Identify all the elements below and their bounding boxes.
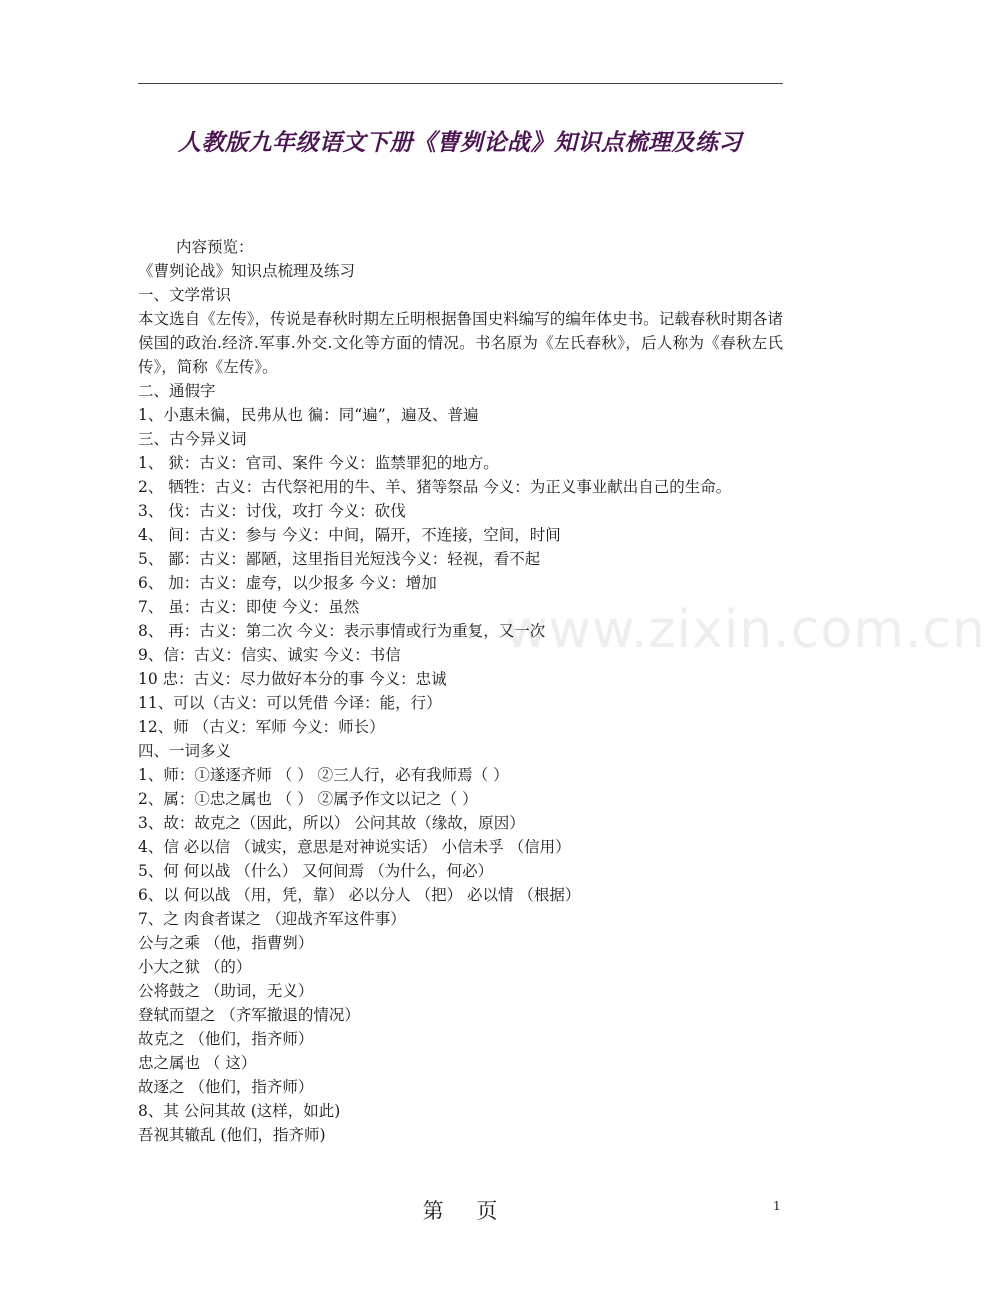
footer-page-label: 第 页 [422, 1199, 498, 1223]
document-title: 人教版九年级语文下册《曹刿论战》知识点梳理及练习 [178, 130, 742, 156]
list-item: 9、信：古义：信实、诚实 今义：书信 [138, 646, 401, 664]
list-item: 3、故：故克之（因此，所以） 公问其故（缘故，原因） [138, 814, 525, 832]
list-item: 吾视其辙乱 (他们，指齐师) [138, 1126, 326, 1144]
list-item: 公将鼓之 （助词，无义） [138, 982, 314, 1000]
list-item: 6、以 何以战 （用，凭，靠） 必以分人 （把） 必以情 （根据） [138, 886, 581, 904]
list-item: 故逐之 （他们，指齐师） [138, 1078, 314, 1096]
document-subtitle: 《曹刿论战》知识点梳理及练习 [138, 262, 356, 280]
list-item: 2、 牺牲：古义：古代祭祀用的牛、羊、猪等祭品 今义：为正义事业献出自己的生命。 [138, 478, 732, 496]
section-heading-literary: 一、文学常识 [138, 286, 232, 304]
list-item: 11、可以（古义：可以凭借 今译：能，行） [138, 694, 442, 712]
list-item: 1、 狱：古义：官司、案件 今义：监禁罪犯的地方。 [138, 454, 499, 472]
list-item: 7、 虽：古义：即使 今义：虽然 [138, 598, 360, 616]
literary-paragraph: 本文选自《左传》，传说是春秋时期左丘明根据鲁国史料编写的编年体史书。记载春秋时期各诸侯国的政治.经济.军事.外交.文化等方面的情况。书名原为《左氏春秋》，后人称为《春秋左氏传》，简称《左传》。 [138, 310, 783, 376]
preview-label: 内容预览： [176, 238, 254, 256]
section-heading-polysemy: 四、一词多义 [138, 742, 232, 760]
section-heading-ancient-modern: 三、古今异义词 [138, 430, 247, 448]
list-item: 7、之 肉食者谋之 （迎战齐军这件事） [138, 910, 406, 928]
list-item: 小大之狱 （的） [138, 958, 252, 976]
list-item: 2、属：①忠之属也 （ ） ②属予作文以记之（ ） [138, 790, 478, 808]
list-item: 故克之 （他们，指齐师） [138, 1030, 314, 1048]
watermark: www.zixin.com.cn [505, 600, 986, 660]
list-item: 3、 伐：古义：讨伐，攻打 今义：砍伐 [138, 502, 406, 520]
list-item: 忠之属也 （ 这） [138, 1054, 257, 1072]
list-item: 5、 鄙：古义：鄙陋，这里指目光短浅今义：轻视，看不起 [138, 550, 541, 568]
list-item: 登轼而望之 （齐军撤退的情况） [138, 1006, 360, 1024]
list-item: 6、 加：古义：虚夸，以少报多 今义：增加 [138, 574, 437, 592]
list-item: 8、其 公问其故 (这样，如此) [138, 1102, 341, 1120]
list-item: 公与之乘 （他，指曹刿） [138, 934, 314, 952]
list-item: 1、师：①遂逐齐师 （ ） ②三人行，必有我师焉（ ） [138, 766, 509, 784]
header-rule [138, 83, 783, 84]
list-item: 1、小惠未徧，民弗从也 徧：同“遍”，遍及、普遍 [138, 406, 479, 424]
list-item: 10 忠：古义：尽力做好本分的事 今义：忠诚 [138, 670, 447, 688]
list-item: 12、师 （古义：军师 今义：师长） [138, 718, 385, 736]
section-heading-interchangeable: 二、通假字 [138, 382, 216, 400]
list-item: 8、 再：古义：第二次 今义：表示事情或行为重复，又一次 [138, 622, 546, 640]
list-item: 4、 间：古义：参与 今义：中间，隔开，不连接，空间，时间 [138, 526, 561, 544]
list-item: 5、何 何以战 （什么） 又何间焉 （为什么，何必） [138, 862, 494, 880]
document-body [138, 235, 783, 1147]
list-item: 4、信 必以信 （诚实，意思是对神说实话） 小信未孚 （信用） [138, 838, 571, 856]
page-number: 1 [773, 1199, 781, 1213]
